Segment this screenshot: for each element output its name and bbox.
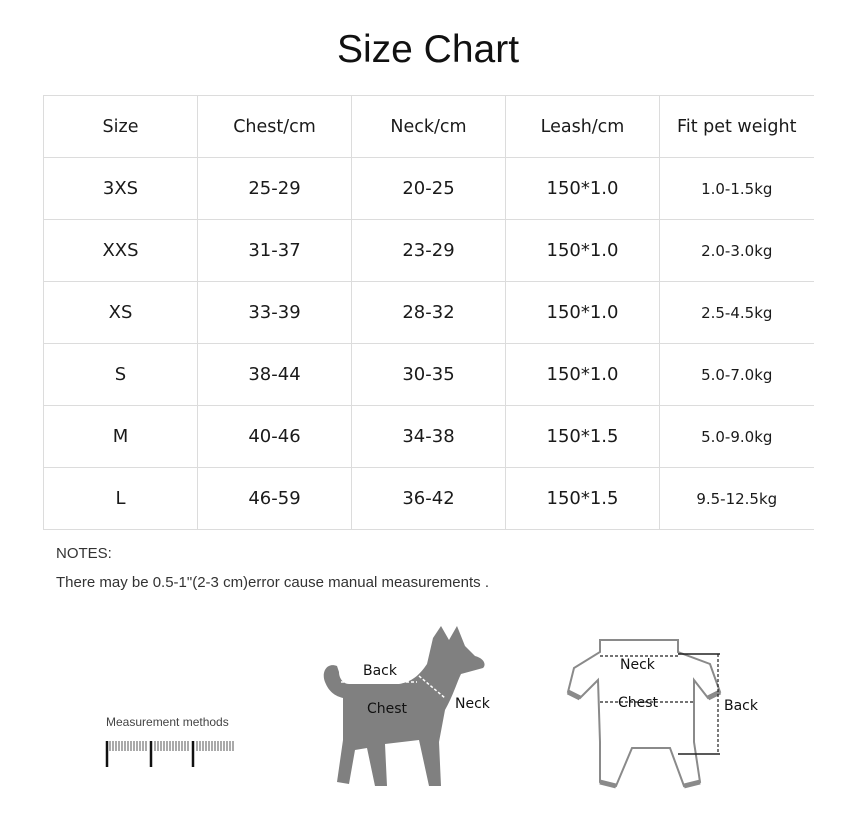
cell-size: XXS xyxy=(44,220,198,282)
cell-leash: 150*1.0 xyxy=(506,344,660,406)
cell-leash: 150*1.0 xyxy=(506,282,660,344)
table-row xyxy=(44,282,814,344)
header-chest: Chest/cm xyxy=(198,96,352,158)
measurement-methods-label: Measurement methods xyxy=(106,715,229,729)
shirt-measurement-diagram xyxy=(560,632,770,792)
cell-leash: 150*1.0 xyxy=(506,158,660,220)
notes-title: NOTES: xyxy=(56,545,112,562)
cell-neck: 36-42 xyxy=(352,468,506,530)
table-row xyxy=(44,344,814,406)
tape-measure-icon xyxy=(104,737,244,769)
cell-leash: 150*1.5 xyxy=(506,468,660,530)
shirt-neck-label: Neck xyxy=(620,657,655,673)
cell-weight: 9.5-12.5kg xyxy=(660,468,814,530)
shirt-back-label: Back xyxy=(724,698,758,714)
cell-chest: 31-37 xyxy=(198,220,352,282)
cell-weight: 5.0-9.0kg xyxy=(660,406,814,468)
cell-weight: 2.5-4.5kg xyxy=(660,282,814,344)
cell-neck: 20-25 xyxy=(352,158,506,220)
table-row xyxy=(44,220,814,282)
cell-weight: 2.0-3.0kg xyxy=(660,220,814,282)
cell-chest: 38-44 xyxy=(198,344,352,406)
header-leash: Leash/cm xyxy=(506,96,660,158)
cell-weight: 1.0-1.5kg xyxy=(660,158,814,220)
cell-chest: 25-29 xyxy=(198,158,352,220)
notes-text: There may be 0.5-1"(2-3 cm)error cause manual measurements . xyxy=(56,574,489,591)
header-weight: Fit pet weight xyxy=(660,96,814,158)
page-title: Size Chart xyxy=(336,28,520,71)
cell-size: S xyxy=(44,344,198,406)
cell-leash: 150*1.5 xyxy=(506,406,660,468)
size-table xyxy=(43,95,814,530)
header-neck: Neck/cm xyxy=(352,96,506,158)
shirt-chest-label: Chest xyxy=(618,695,659,711)
cell-neck: 34-38 xyxy=(352,406,506,468)
table-row xyxy=(44,468,814,530)
dog-back-label: Back xyxy=(363,663,397,679)
cell-chest: 40-46 xyxy=(198,406,352,468)
cell-neck: 30-35 xyxy=(352,344,506,406)
dog-neck-label: Neck xyxy=(455,696,490,712)
table-row xyxy=(44,158,814,220)
cell-neck: 23-29 xyxy=(352,220,506,282)
cell-chest: 46-59 xyxy=(198,468,352,530)
cell-size: XS xyxy=(44,282,198,344)
dog-measurement-diagram xyxy=(315,622,505,797)
cell-size: L xyxy=(44,468,198,530)
cell-size: M xyxy=(44,406,198,468)
table-row xyxy=(44,406,814,468)
table-header-row xyxy=(44,96,814,158)
dog-chest-label: Chest xyxy=(367,701,408,717)
cell-leash: 150*1.0 xyxy=(506,220,660,282)
cell-neck: 28-32 xyxy=(352,282,506,344)
cell-chest: 33-39 xyxy=(198,282,352,344)
header-size: Size xyxy=(44,96,198,158)
cell-weight: 5.0-7.0kg xyxy=(660,344,814,406)
cell-size: 3XS xyxy=(44,158,198,220)
